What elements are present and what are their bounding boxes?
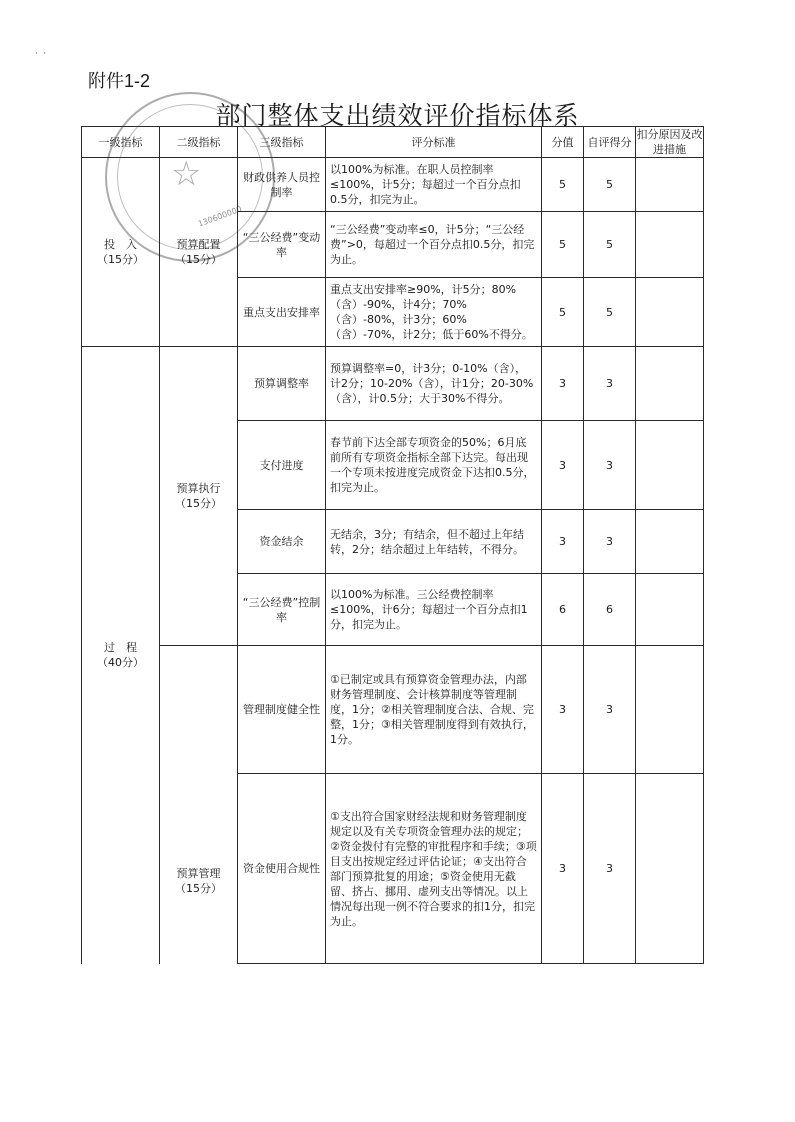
indicator-cell: “三公经费”变动率 (238, 212, 326, 278)
header-level2: 二级指标 (160, 127, 238, 158)
level2-budget-config (160, 158, 238, 347)
value-cell: 3 (542, 347, 584, 421)
indicator-cell: 资金结余 (238, 510, 326, 574)
level2-name: 预算管理 (176, 866, 221, 880)
level2-score: （15分） (175, 881, 222, 895)
criteria-cell: 预算调整率=0，计3分；0-10%（含），计2分；10-20%（含），计1分；20-30%（含），计0.5分；大于30%不得分。 (326, 347, 542, 421)
self-score-cell: 3 (584, 510, 636, 574)
level1-process (82, 347, 160, 964)
page-title: 部门整体支出绩效评价指标体系 (215, 101, 580, 130)
value-cell: 6 (542, 574, 584, 646)
level2-score: （15分） (175, 253, 222, 266)
indicator-cell: 财政供养人员控制率 (238, 158, 326, 212)
header-value: 分值 (542, 127, 584, 158)
value-cell: 5 (542, 278, 584, 347)
self-score-cell: 5 (584, 158, 636, 212)
criteria-cell: ①已制定或具有预算资金管理办法，内部财务管理制度、会计核算制度等管理制度，1分；②相关管理制度合法、合规、完整，1分；③相关管理制度得到有效执行，1分。 (326, 646, 542, 774)
level1-input (82, 158, 160, 347)
table-row (82, 347, 704, 421)
reason-cell (636, 212, 704, 278)
self-score-cell: 3 (584, 774, 636, 964)
seal-code: 130600000 (196, 204, 243, 229)
indicator-cell: 预算调整率 (238, 347, 326, 421)
criteria-cell: 以100%为标准。三公经费控制率≤100%，计6分；每超过一个百分点扣1分，扣完为止。 (326, 574, 542, 646)
header-level1: 一级指标 (82, 127, 160, 158)
criteria-cell: ①支出符合国家财经法规和财务管理制度规定以及有关专项资金管理办法的规定；②资金拨付有完整的审批程序和手续；③项目支出按规定经过评估论证；④支出符合部门预算批复的用途；⑤资金使用无截留、挤占、挪用、虚列支出等情况。以上情况每出现一例不符合要求的扣1分，扣完为止。 (326, 774, 542, 964)
value-cell: 3 (542, 421, 584, 510)
scan-marks: ˙ ˙ (34, 52, 48, 63)
self-score-cell: 5 (584, 278, 636, 347)
attachment-label: 附件1-2 (88, 71, 151, 91)
value-cell: 3 (542, 510, 584, 574)
indicator-cell: 重点支出安排率 (238, 278, 326, 347)
header-reason: 扣分原因及改进措施 (636, 128, 703, 156)
level2-name: 预算执行 (176, 482, 221, 495)
indicator-cell: 资金使用合规性 (238, 774, 326, 964)
indicator-cell: “三公经费”控制率 (238, 574, 326, 646)
self-score-cell: 3 (584, 421, 636, 510)
level2-budget-management (160, 646, 238, 964)
value-cell: 3 (542, 774, 584, 964)
reason-cell (636, 158, 704, 212)
level2-name: 预算配置 (176, 238, 221, 251)
criteria-cell: 春节前下达全部专项资金的50%；6月底前所有专项资金指标全部下达完。每出现一个专项未按进度完成资金下达扣0.5分，扣完为止。 (326, 421, 542, 510)
seal-star-icon: ☆ (171, 154, 202, 194)
value-cell: 3 (542, 646, 584, 774)
criteria-cell: “三公经费”变动率≤0，计5分；“三公经费”>0，每超过一个百分点扣0.5分，扣完为止。 (326, 212, 542, 278)
level1-score: （15分） (97, 253, 144, 266)
reason-cell (636, 347, 704, 421)
level1-name: 过 程 (104, 641, 137, 655)
table-row (82, 646, 704, 774)
reason-cell (636, 574, 704, 646)
header-self-score: 自评得分 (584, 127, 636, 158)
header-level3: 三级指标 (238, 127, 326, 158)
value-cell: 5 (542, 158, 584, 212)
reason-cell (636, 421, 704, 510)
level2-score: （15分） (175, 497, 222, 510)
header-criteria: 评分标准 (326, 127, 542, 158)
criteria-cell: 以100%为标准。在职人员控制率≤100%，计5分；每超过一个百分点扣0.5分，扣完为止。 (326, 158, 542, 212)
table-row (82, 158, 704, 212)
self-score-cell: 6 (584, 574, 636, 646)
indicator-cell: 支付进度 (238, 421, 326, 510)
self-score-cell: 5 (584, 212, 636, 278)
reason-cell (636, 774, 704, 964)
indicator-cell: 管理制度健全性 (238, 646, 326, 774)
self-score-cell: 3 (584, 646, 636, 774)
criteria-cell: 无结余，3分；有结余，但不超过上年结转，2分；结余超过上年结转，不得分。 (326, 510, 542, 574)
self-score-cell: 3 (584, 347, 636, 421)
level2-budget-execution (160, 347, 238, 646)
criteria-cell: 重点支出安排率≥90%，计5分；80%（含）-90%，计4分；70%（含）-80%，计3分；60%（含）-70%，计2分；低于60%不得分。 (326, 278, 542, 347)
reason-cell (636, 510, 704, 574)
header-row (82, 127, 704, 158)
level1-name: 投 入 (104, 238, 137, 251)
value-cell: 5 (542, 212, 584, 278)
level1-score: （40分） (97, 656, 144, 670)
reason-cell (636, 278, 704, 347)
reason-cell (636, 646, 704, 774)
indicator-table (81, 126, 704, 964)
